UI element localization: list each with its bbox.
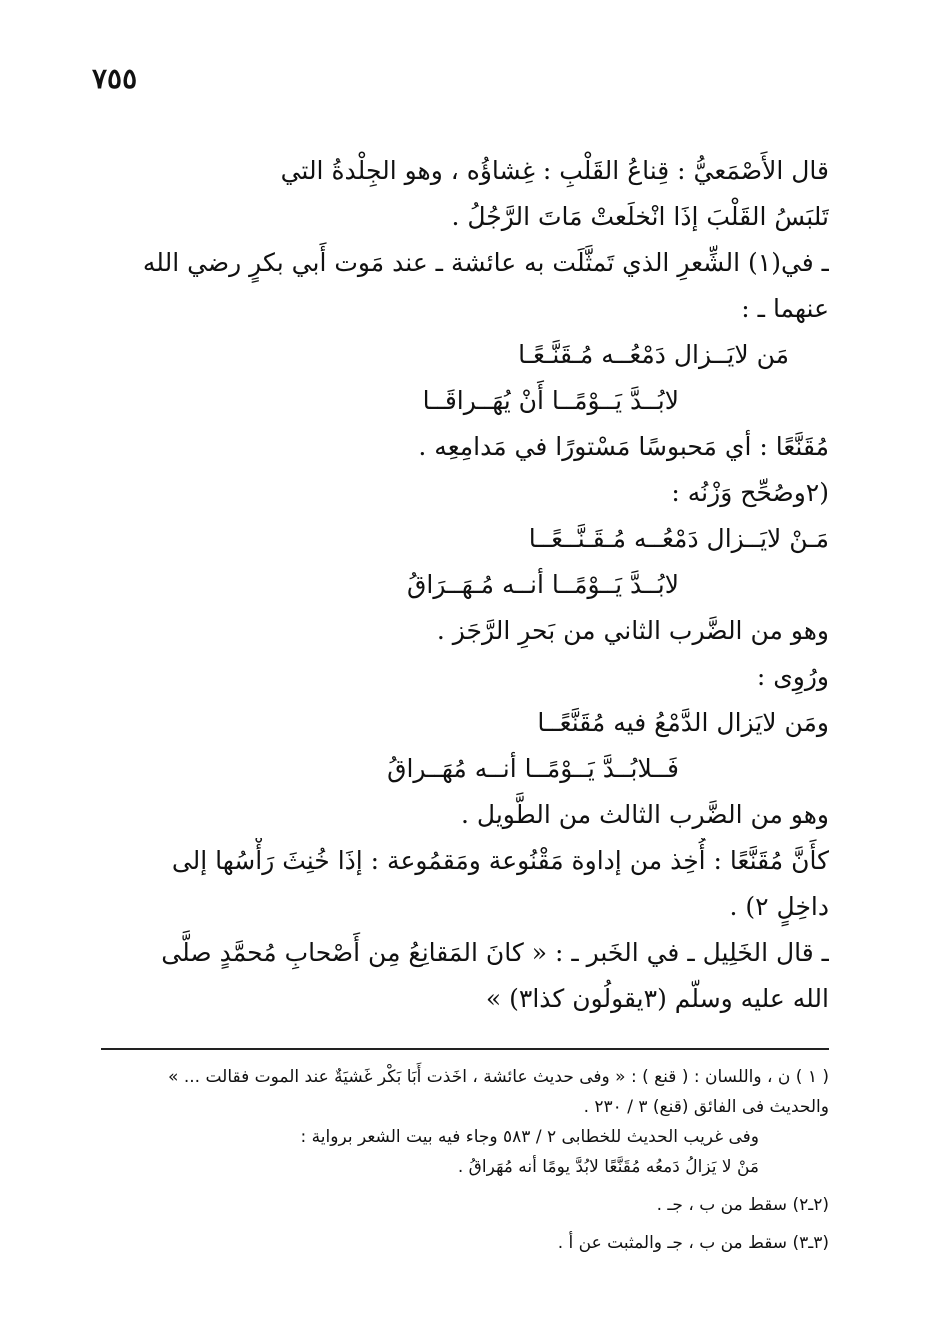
body-line: قال الأَصْمَعيُّ : قِناعُ القَلْبِ : غِشاؤُه ، وهو الجِلْدةُ التي: [280, 156, 829, 185]
footnote-2: (٢ـ٢) سقط من ب ، جـ .: [656, 1195, 829, 1215]
verse-second-hemistich: لابُــدَّ يَــوْمًــا أَنْ يُهَــراقَــا: [422, 386, 679, 415]
verse-first-hemistich: مَـنْ لايَــزال دَمْعُــه مُـقَـنَّــعًــا: [528, 524, 829, 553]
main-text: [89, 148, 829, 1022]
body-line: عنهما ـ :: [741, 294, 829, 323]
footnotes: [89, 1062, 829, 1258]
body-line: وهو من الضَّرب الثاني من بَحرِ الرَّجَز .: [436, 616, 829, 645]
footnote-1-line: وفى غريب الحديث للخطابى ٢ / ٥٨٣ وجاء فيه بيت الشعر برواية :: [300, 1127, 759, 1147]
footnote-3: (٣ـ٣) سقط من ب ، جـ والمثبت عن أ .: [557, 1233, 829, 1253]
body-line: الله عليه وسلّم (٣يقولُون كذا٣) »: [485, 984, 829, 1013]
body-line: داخِلٍ ٢) .: [729, 892, 829, 921]
footnote-spacer: [89, 1220, 829, 1228]
body-line: ـ في(١) الشِّعرِ الذي تَمثَّلَت به عائشة ـ عند مَوت أَبي بكرٍ رضي الله: [142, 248, 829, 277]
verse-first-hemistich: مَن لايَــزال دَمْعُــه مُـقَنَّـعًـا: [518, 340, 789, 369]
body-line: وهو من الضَّرب الثالث من الطَّويل .: [461, 800, 829, 829]
footnote-spacer: [89, 1182, 829, 1190]
body-line: ـ قال الخَلِيل ـ في الخَبر ـ : « كانَ المَقانِعُ مِن أَصْحابِ مُحمَّدٍ صلَّى: [161, 938, 829, 967]
footnote-divider: [101, 1048, 829, 1050]
body-line: مُقَنَّعًا : أي مَحبوسًا مَسْتورًا في مَدامِعِه .: [418, 432, 829, 461]
footnote-1-line: والحديث فى الفائق (قنع) ٣ / ٢٣٠ .: [583, 1097, 829, 1117]
footnote-1-line: مَنْ لا يَزالُ دَمعُه مُقَنَّعًا لابُدَّ يومًا أنه مُهَراقُ .: [457, 1157, 759, 1177]
verse-first-hemistich: ومَن لايَزال الدَّمْعُ فيه مُقَنَّعًــا: [537, 708, 829, 737]
footnote-1-line: ( ١ ) ن ، واللسان : ( قنع ) : « وفى حديث عائشة ، اخَذت أَبَا بَكْر غَشيَةٌ عند الموت فقالت ... »: [168, 1067, 829, 1087]
body-line: ورُوِى :: [756, 662, 829, 691]
body-line: تَلبَسُ القَلْبَ إذَا انْخلَعتْ مَاتَ الرَّجُلُ .: [451, 202, 829, 231]
body-line: كأَنَّ مُقَنَّعًا : أُخِذ من إداوة مَقْنُوعة ومَقمُوعة : إذَا خُنِثَ رَأْسُها إلى: [171, 846, 829, 875]
verse-second-hemistich: لابُــدَّ يَــوْمًــا أنــه مُـهَــرَاقُ: [407, 570, 679, 599]
page-number: ٧٥٥: [92, 62, 138, 95]
body-line: (٢وصُحِّح وَزْنُه :: [671, 478, 829, 507]
verse-second-hemistich: فَــلابُــدَّ يَــوْمًــا أنــه مُهَــراقُ: [387, 754, 679, 783]
